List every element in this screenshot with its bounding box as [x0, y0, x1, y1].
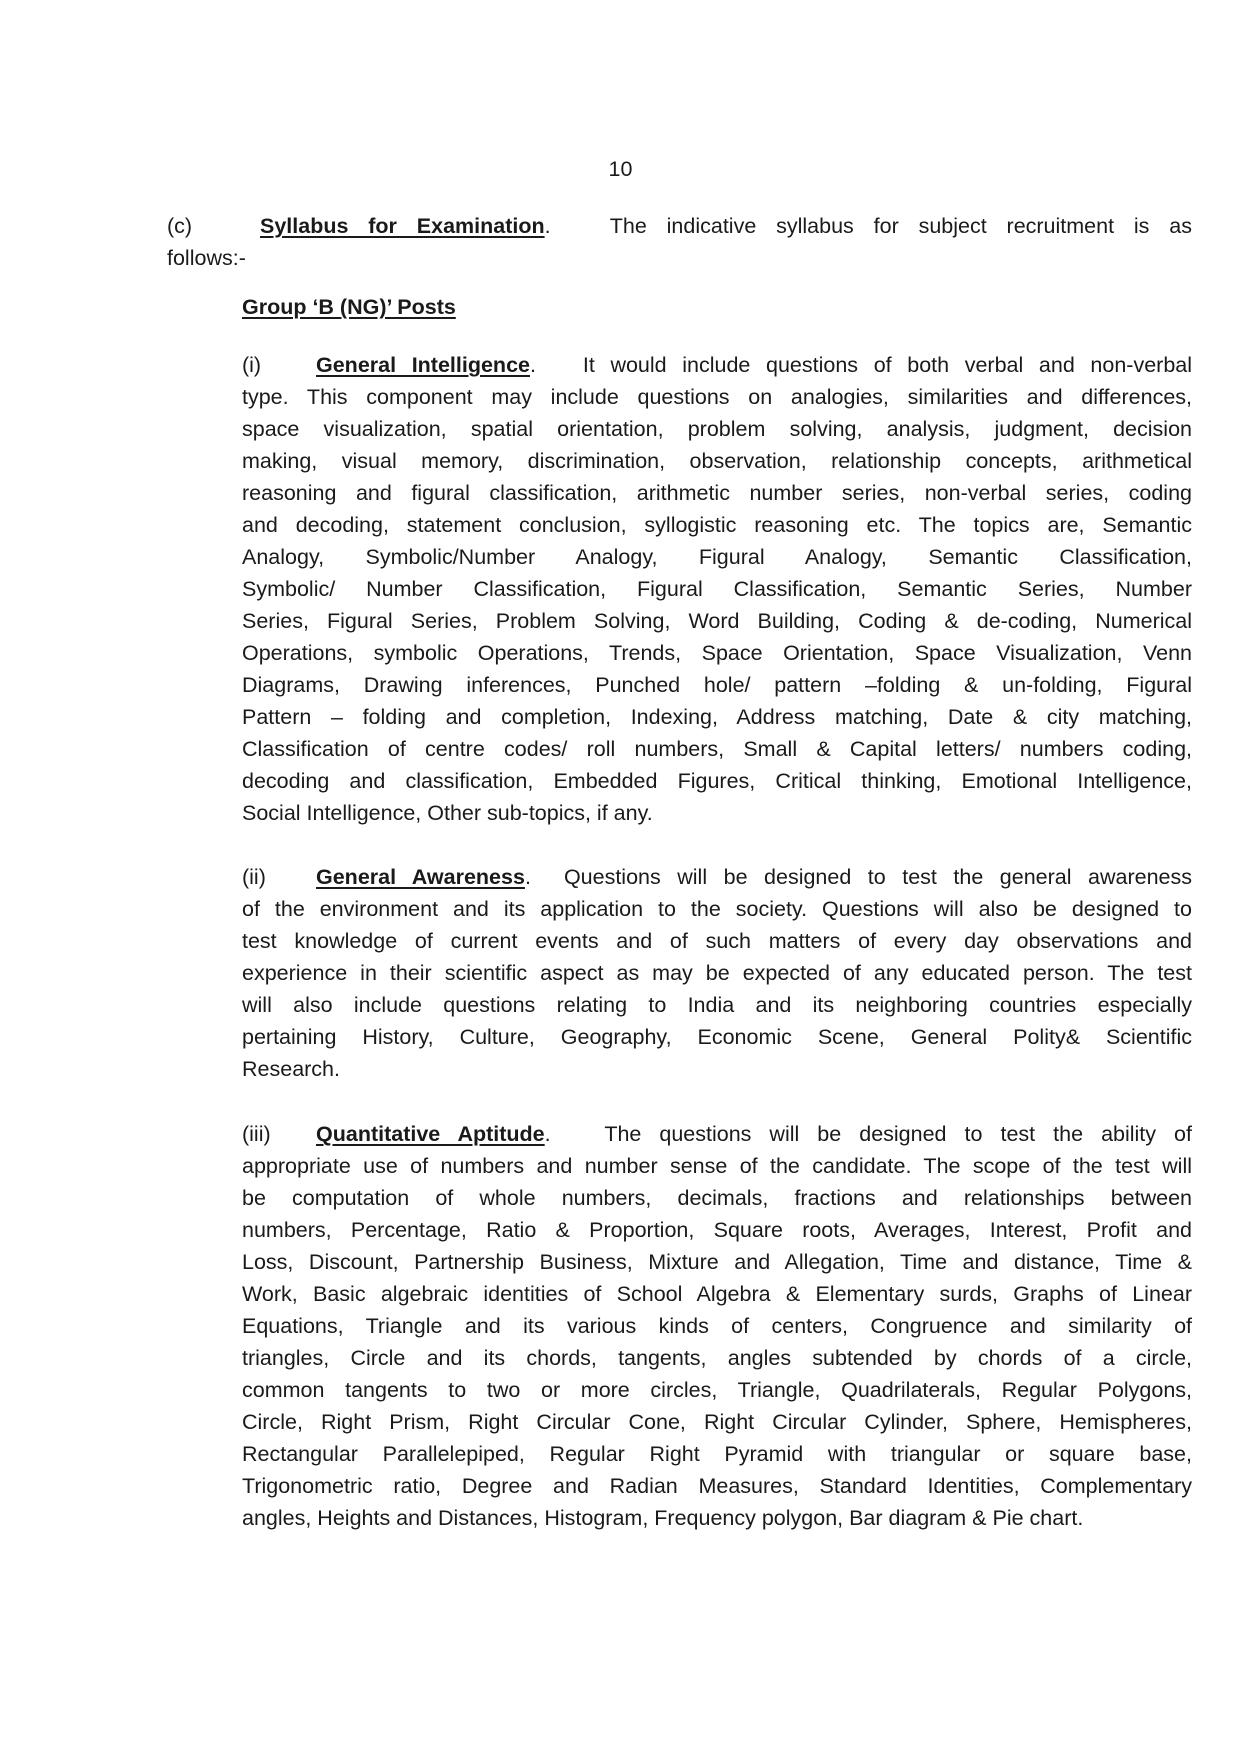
text-line: Diagrams, Drawing inferences, Punched hole/ pattern –folding & un-folding, Figural: [242, 673, 1192, 697]
text-line: appropriate use of numbers and number sense of the candidate. The scope of the test will: [242, 1154, 1192, 1178]
text-last-line: Social Intelligence, Other sub-topics, if any.: [242, 801, 653, 825]
item-heading: Quantitative Aptitude: [316, 1122, 545, 1146]
text-line: will also include questions relating to India and its neighboring countries especially: [242, 993, 1192, 1017]
text-line: making, visual memory, discrimination, observation, relationship concepts, arithmetical: [242, 449, 1192, 473]
heading-suffix: .: [544, 1122, 551, 1146]
section-c-syllabus: [167, 210, 1192, 274]
item-quantitative-aptitude: [242, 1118, 1192, 1534]
item-label: (ii): [242, 865, 266, 889]
text-line: test knowledge of current events and of such matters of every day observations and: [242, 929, 1192, 953]
text-line: pertaining History, Culture, Geography, Economic Scene, General Polity& Scientific: [242, 1025, 1192, 1049]
item-first-text: It would include questions of both verbal and non-verbal: [582, 353, 1193, 377]
text-line: Operations, symbolic Operations, Trends, Space Orientation, Space Visualization, Venn: [242, 641, 1192, 665]
text-line: Rectangular Parallelepiped, Regular Right Pyramid with triangular or square base,: [242, 1442, 1192, 1466]
item-label: (iii): [242, 1122, 271, 1146]
heading-suffix: .: [524, 865, 531, 889]
item-first-text: Questions will be designed to test the general awareness: [563, 865, 1192, 889]
item-label: (i): [242, 353, 262, 377]
section-intro-text: The indicative syllabus for subject recruitment is as: [609, 214, 1192, 238]
text-line: type. This component may include questions on analogies, similarities and differences,: [242, 385, 1192, 409]
group-heading: Group ‘B (NG)’ Posts: [242, 295, 456, 319]
text-line: numbers, Percentage, Ratio & Proportion, Square roots, Averages, Interest, Profit and: [242, 1218, 1192, 1242]
text-line: reasoning and figural classification, arithmetic number series, non-verbal series, coding: [242, 481, 1192, 505]
item-first-line: [242, 349, 1192, 381]
item-general-awareness: [242, 861, 1192, 1085]
text-line: Pattern – folding and completion, Indexing, Address matching, Date & city matching,: [242, 705, 1192, 729]
text-line: Series, Figural Series, Problem Solving, Word Building, Coding & de-coding, Numerical: [242, 609, 1192, 633]
text-line: Trigonometric ratio, Degree and Radian Measures, Standard Identities, Complementary: [242, 1474, 1192, 1498]
item-first-line: [242, 861, 1192, 893]
text-line: common tangents to two or more circles, Triangle, Quadrilaterals, Regular Polygons,: [242, 1378, 1192, 1402]
heading-suffix: .: [529, 353, 536, 377]
text-line: triangles, Circle and its chords, tangents, angles subtended by chords of a circle,: [242, 1346, 1192, 1370]
section-heading: Syllabus for Examination: [260, 214, 545, 238]
text-line: be computation of whole numbers, decimals, fractions and relationships between: [242, 1186, 1192, 1210]
text-line: space visualization, spatial orientation, problem solving, analysis, judgment, decision: [242, 417, 1192, 441]
text-line: of the environment and its application to the society. Questions will also be designed to: [242, 897, 1192, 921]
text-line: Loss, Discount, Partnership Business, Mixture and Allegation, Time and distance, Time &: [242, 1250, 1192, 1274]
page-number: 10: [608, 157, 633, 181]
text-line: Work, Basic algebraic identities of School Algebra & Elementary surds, Graphs of Linear: [242, 1282, 1192, 1306]
section-c-first-line: [167, 210, 1192, 242]
section-label: (c): [167, 214, 193, 238]
text-last-line: Research.: [242, 1057, 340, 1081]
text-line: decoding and classification, Embedded Figures, Critical thinking, Emotional Intelligence,: [242, 769, 1192, 793]
item-first-text: The questions will be designed to test the ability of: [604, 1122, 1192, 1146]
text-line: Symbolic/ Number Classification, Figural Classification, Semantic Series, Number: [242, 577, 1192, 601]
text-last-line: angles, Heights and Distances, Histogram, Frequency polygon, Bar diagram & Pie chart.: [242, 1506, 1084, 1530]
item-heading: General Awareness: [316, 865, 525, 889]
section-intro-continuation: follows:-: [167, 246, 246, 270]
text-line: experience in their scientific aspect as may be expected of any educated person. The test: [242, 961, 1192, 985]
text-line: Classification of centre codes/ roll numbers, Small & Capital letters/ numbers coding,: [242, 737, 1192, 761]
text-line: Circle, Right Prism, Right Circular Cone, Right Circular Cylinder, Sphere, Hemispheres,: [242, 1410, 1192, 1434]
item-first-line: [242, 1118, 1192, 1150]
item-general-intelligence: [242, 349, 1192, 829]
text-line: and decoding, statement conclusion, syllogistic reasoning etc. The topics are, Semantic: [242, 513, 1192, 537]
item-heading: General Intelligence: [316, 353, 530, 377]
text-line: Equations, Triangle and its various kinds of centers, Congruence and similarity of: [242, 1314, 1192, 1338]
heading-suffix: .: [544, 214, 551, 238]
text-line: Analogy, Symbolic/Number Analogy, Figural Analogy, Semantic Classification,: [242, 545, 1192, 569]
